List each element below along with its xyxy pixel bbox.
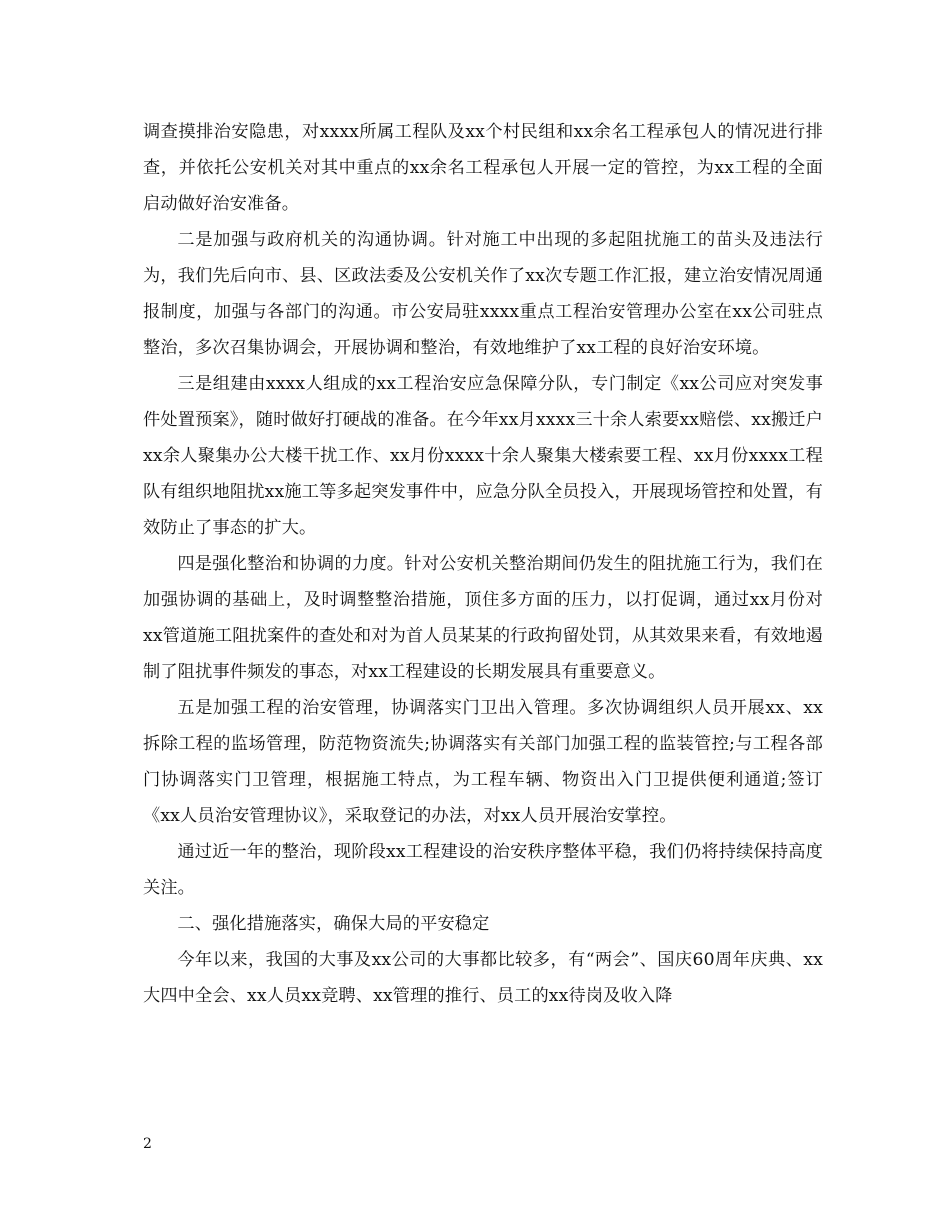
paragraph-3: 三是组建由xxxx人组成的xx工程治安应急保障分队，专门制定《xx公司应对突发事件处置预案》，随时做好打硬战的准备。在今年xx月xxxx三十余人索要xx赔偿、xx搬迁户xx余人聚集办公大楼干扰工作、xx月份xxxx十余人聚集大楼索要工程、xx月份xxxx工程队有组织地阻扰xx施工等多起突发事件中，应急分队全员投入，开展现场管控和处置，有效防止了事态的扩大。 [143,374,823,538]
document-body [143,114,823,1014]
paragraph-5: 五是加强工程的治安管理，协调落实门卫出入管理。多次协调组织人员开展xx、xx拆除工程的监场管理，防范物资流失;协调落实有关部门加强工程的监装管控;与工程各部门协调落实门卫管理，根据施工特点，为工程车辆、物资出入门卫提供便利通道;签订《xx人员治安管理协议》，采取登记的办法，对xx人员开展治安掌控。 [143,698,823,826]
page-number: 2 [143,1136,152,1152]
paragraph-4: 四是强化整治和协调的力度。针对公安机关整治期间仍发生的阻扰施工行为，我们在加强协调的基础上，及时调整整治措施，顶住多方面的压力，以打促调，通过xx月份对xx管道施工阻扰案件的查处和对为首人员某某的行政拘留处罚，从其效果来看，有效地遏制了阻扰事件频发的事态，对xx工程建设的长期发展具有重要意义。 [143,554,823,682]
paragraph-1: 调查摸排治安隐患，对xxxx所属工程队及xx个村民组和xx余名工程承包人的情况进行排查，并依托公安机关对其中重点的xx余名工程承包人开展一定的管控，为xx工程的全面启动做好治安准备。 [143,122,823,214]
paragraph-6: 通过近一年的整治，现阶段xx工程建设的治安秩序整体平稳，我们仍将持续保持高度关注。 [143,842,823,898]
section-heading: 二、强化措施落实，确保大局的平安稳定 [177,914,490,934]
paragraph-7: 今年以来，我国的大事及xx公司的大事都比较多，有“两会”、国庆60周年庆典、xx大四中全会、xx人员xx竞聘、xx管理的推行、员工的xx待岗及收入降 [143,950,823,1006]
paragraph-2: 二是加强与政府机关的沟通协调。针对施工中出现的多起阻扰施工的苗头及违法行为，我们先后向市、县、区政法委及公安机关作了xx次专题工作汇报，建立治安情况周通报制度，加强与各部门的沟通。市公安局驻xxxx重点工程治安管理办公室在xx公司驻点整治，多次召集协调会，开展协调和整治，有效地维护了xx工程的良好治安环境。 [143,230,823,358]
